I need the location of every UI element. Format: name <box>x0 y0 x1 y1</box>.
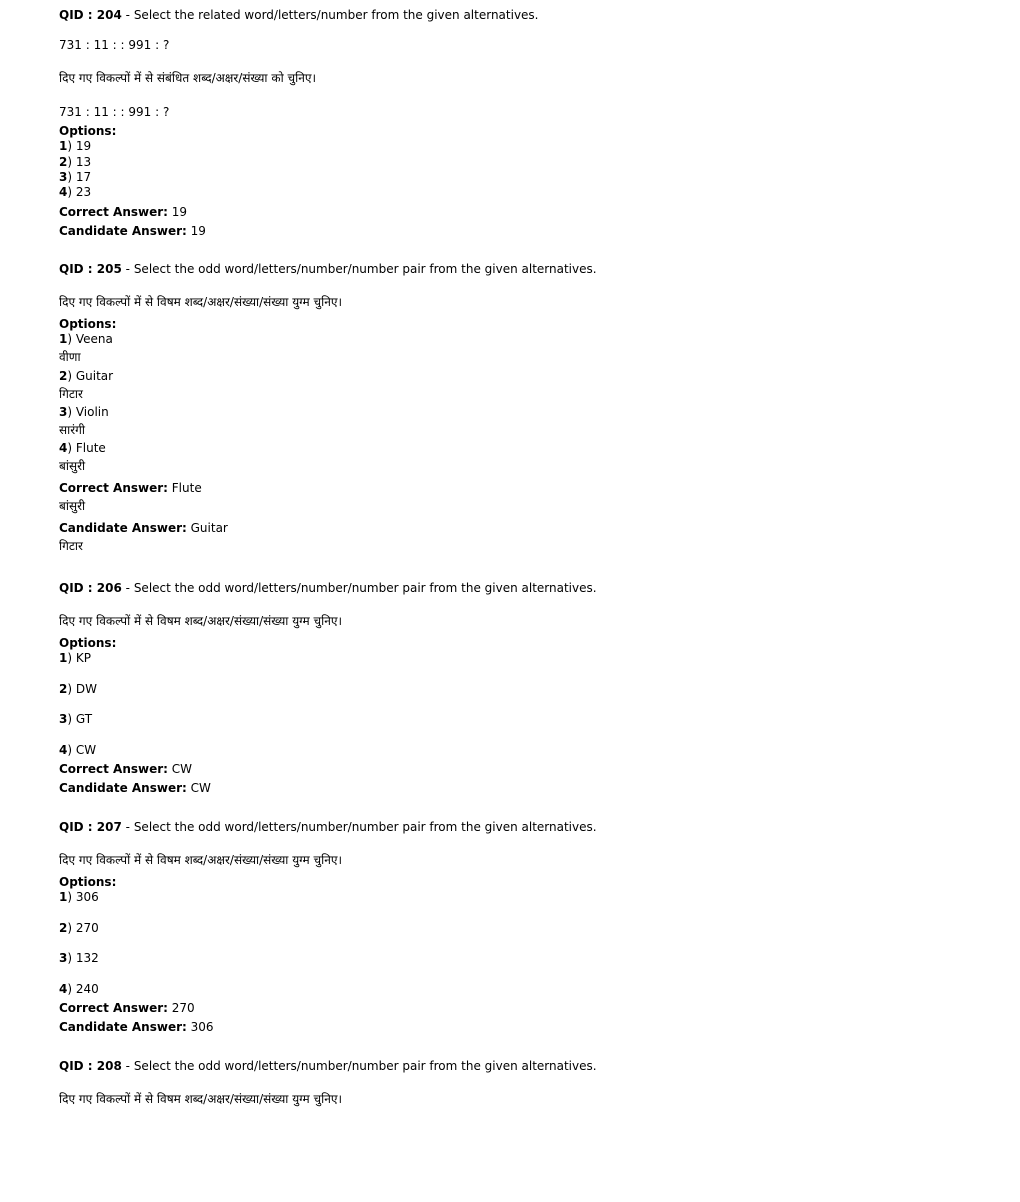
question-text: - Select the related word/letters/number from the given alternatives. <box>125 8 539 22</box>
question-header <box>59 262 597 277</box>
option-hindi: गिटार <box>59 387 83 401</box>
candidate-answer: Candidate Answer: 19 <box>59 224 206 238</box>
option-item: 3) 17 <box>59 170 92 184</box>
question-text-hindi: दिए गए विकल्पों में से संबंधित शब्द/अक्षर/संख्या को चुनिए। <box>59 71 317 85</box>
question-text-hindi: दिए गए विकल्पों में से विषम शब्द/अक्षर/संख्या/संख्या युग्म चुनिए। <box>59 853 343 867</box>
question-text-hindi: दिए गए विकल्पों में से विषम शब्द/अक्षर/संख्या/संख्या युग्म चुनिए। <box>59 614 343 628</box>
qid-label: QID : 204 <box>59 8 122 22</box>
option-item: 1) 306 <box>59 890 99 904</box>
correct-answer: Correct Answer: CW <box>59 762 193 776</box>
question-header <box>59 820 597 835</box>
option-item: 2) DW <box>59 682 97 696</box>
option-item: 2) 270 <box>59 921 99 935</box>
candidate-answer: Candidate Answer: 306 <box>59 1020 214 1034</box>
candidate-answer-hindi: गिटार <box>59 539 83 553</box>
question-stem-hindi: 731 : 11 : : 991 : ? <box>59 105 170 119</box>
correct-answer: Correct Answer: Flute <box>59 481 202 495</box>
question-text-hindi: दिए गए विकल्पों में से विषम शब्द/अक्षर/संख्या/संख्या युग्म चुनिए। <box>59 295 343 309</box>
option-item: 1) Veena <box>59 332 113 346</box>
option-item: 3) 132 <box>59 951 99 965</box>
question-text: - Select the odd word/letters/number/number pair from the given alternatives. <box>125 1059 597 1073</box>
correct-answer-hindi: बांसुरी <box>59 499 86 513</box>
question-header <box>59 8 539 23</box>
option-item: 4) Flute <box>59 441 106 455</box>
option-hindi: सारंगी <box>59 423 85 437</box>
question-header <box>59 1059 597 1074</box>
option-hindi: बांसुरी <box>59 459 86 473</box>
question-stem: 731 : 11 : : 991 : ? <box>59 38 170 52</box>
question-text-hindi: दिए गए विकल्पों में से विषम शब्द/अक्षर/संख्या/संख्या युग्म चुनिए। <box>59 1092 343 1106</box>
qid-label: QID : 207 <box>59 820 122 834</box>
candidate-answer: Candidate Answer: Guitar <box>59 521 228 535</box>
option-item: 3) Violin <box>59 405 109 419</box>
qid-label: QID : 206 <box>59 581 122 595</box>
option-item: 1) KP <box>59 651 91 665</box>
question-text: - Select the odd word/letters/number/number pair from the given alternatives. <box>125 581 597 595</box>
question-text: - Select the odd word/letters/number/number pair from the given alternatives. <box>125 820 597 834</box>
option-item: 4) 23 <box>59 185 92 199</box>
qid-label: QID : 208 <box>59 1059 122 1073</box>
options-label: Options: <box>59 875 117 889</box>
option-item: 4) CW <box>59 743 97 757</box>
option-item: 3) GT <box>59 712 93 726</box>
question-text: - Select the odd word/letters/number/number pair from the given alternatives. <box>125 262 597 276</box>
option-item: 4) 240 <box>59 982 99 996</box>
option-hindi: वीणा <box>59 350 81 364</box>
options-label: Options: <box>59 317 117 331</box>
options-label: Options: <box>59 636 117 650</box>
qid-label: QID : 205 <box>59 262 122 276</box>
question-header <box>59 581 597 596</box>
option-item: 1) 19 <box>59 139 92 153</box>
correct-answer: Correct Answer: 270 <box>59 1001 195 1015</box>
option-item: 2) 13 <box>59 155 92 169</box>
correct-answer: Correct Answer: 19 <box>59 205 188 219</box>
option-item: 2) Guitar <box>59 369 114 383</box>
options-label: Options: <box>59 124 117 138</box>
candidate-answer: Candidate Answer: CW <box>59 781 211 795</box>
